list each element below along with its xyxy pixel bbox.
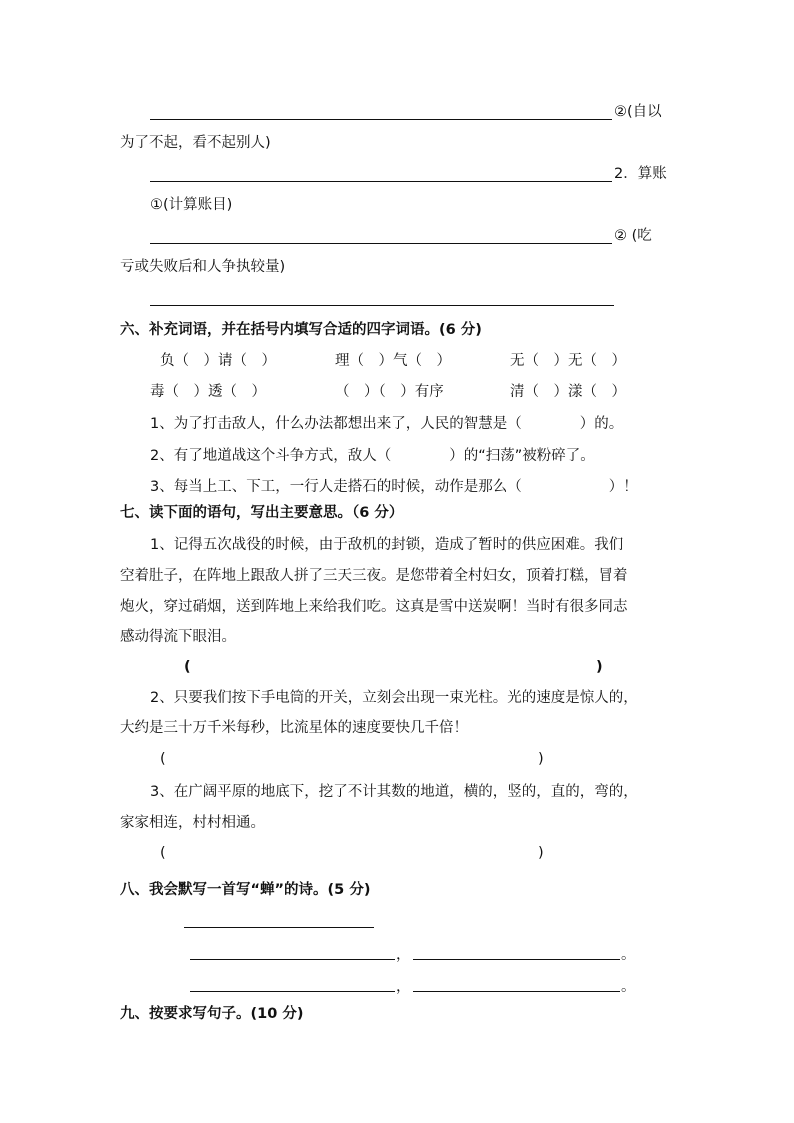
answer-line[interactable] (150, 181, 612, 182)
fill-question-1: 1、为了打击敌人，什么办法都想出来了，人民的智慧是（ ）的。 (150, 416, 624, 432)
answer-open-paren: ( (184, 659, 191, 675)
word-blank-item: （ ）（ ）有序 (335, 384, 444, 400)
meaning-2-label: ② (吃 (614, 228, 652, 244)
poem-line[interactable] (413, 991, 620, 992)
answer-open-paren: ( (160, 845, 166, 861)
fill-question-3: 3、每当上工、下工，一行人走搭石的时候，动作是那么（ ）！ (150, 479, 638, 495)
passage-line: 大约是三十万千米每秒，比流星体的速度要快几千倍！ (120, 720, 468, 736)
definition-text: 亏或失败后和人争执较量) (120, 259, 286, 275)
answer-line[interactable] (150, 243, 612, 244)
answer-line[interactable] (150, 119, 612, 120)
period: 。 (621, 947, 636, 963)
comma: ， (396, 947, 411, 963)
definition-text: ①(计算账目) (150, 197, 233, 213)
answer-close-paren: ) (538, 751, 544, 767)
passage-line: 3、在广阔平原的地底下，挖了不计其数的地道，横的，竖的，直的，弯的， (150, 784, 638, 800)
word-blank-item: 无（ ）无（ ） (510, 353, 626, 369)
answer-close-paren: ) (596, 659, 603, 675)
passage-line: 感动得流下眼泪。 (120, 629, 236, 645)
word-blank-item: 清（ ）漾（ ） (510, 384, 626, 400)
section-9-heading: 九、按要求写句子。(10 分) (120, 1006, 304, 1022)
word-blank-item: 理（ ）气（ ） (335, 353, 451, 369)
passage-line: 炮火，穿过硝烟，送到阵地上来给我们吃。这真是雪中送炭啊！当时有很多同志 (120, 599, 628, 615)
poem-line[interactable] (190, 959, 395, 960)
meaning-2-label: ②(自以 (614, 104, 662, 120)
poem-line[interactable] (190, 991, 395, 992)
answer-open-paren: ( (160, 751, 166, 767)
passage-line: 1、记得五次战役的时候，由于敌机的封锁，造成了暂时的供应困难。我们 (150, 537, 624, 553)
item-2-label: 2．算账 (614, 166, 667, 182)
word-blank-item: 负（ ）请（ ） (160, 353, 276, 369)
period: 。 (621, 979, 636, 995)
fill-question-2: 2、有了地道战这个斗争方式，敌人（ ）的“扫荡”被粉碎了。 (150, 448, 595, 464)
section-7-heading: 七、读下面的语句，写出主要意思。（6 分） (120, 505, 404, 521)
answer-close-paren: ) (538, 845, 544, 861)
definition-text: 为了不起，看不起别人) (120, 135, 271, 151)
poem-title-line[interactable] (184, 927, 374, 928)
passage-line: 空着肚子，在阵地上跟敌人拼了三天三夜。是您带着全村妇女，顶着打糕，冒着 (120, 568, 628, 584)
passage-line: 2、只要我们按下手电筒的开关，立刻会出现一束光柱。光的速度是惊人的， (150, 690, 638, 706)
passage-line: 家家相连，村村相通。 (120, 815, 265, 831)
poem-line[interactable] (413, 959, 620, 960)
comma: ， (396, 979, 411, 995)
section-6-heading: 六、补充词语，并在括号内填写合适的四字词语。(6 分) (120, 322, 482, 338)
section-8-heading: 八、我会默写一首写“蝉”的诗。(5 分) (120, 882, 371, 898)
word-blank-item: 毒（ ）透（ ） (150, 384, 266, 400)
answer-line[interactable] (150, 305, 614, 306)
